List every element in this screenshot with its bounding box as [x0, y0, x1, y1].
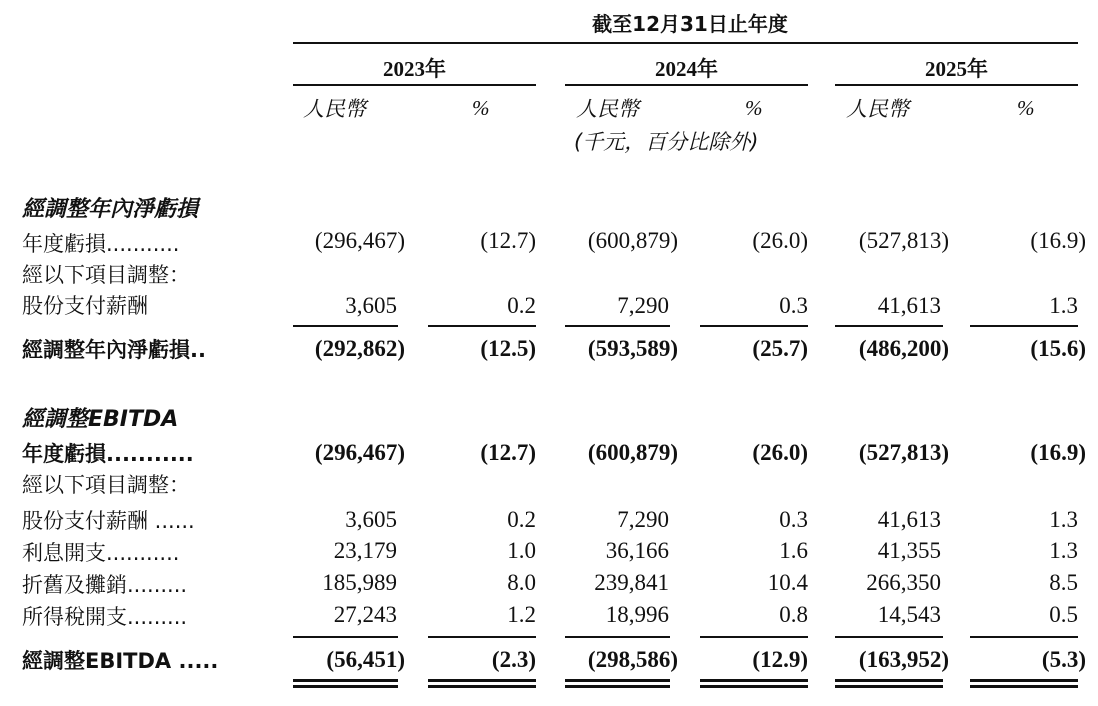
- subtotal-rule: [970, 636, 1078, 638]
- total-cell: (298,586): [587, 647, 678, 672]
- subtotal-rule: [565, 636, 670, 638]
- cell: 239,841: [594, 570, 669, 595]
- cell: (16.9): [1030, 440, 1086, 465]
- cell: 185,989: [322, 570, 397, 595]
- cell: 18,996: [605, 602, 669, 627]
- cell: 14,543: [877, 602, 941, 627]
- unit-pct-2023: %: [472, 96, 490, 120]
- cell: 8.5: [1049, 570, 1078, 595]
- cell: 0.5: [1049, 602, 1078, 627]
- cell: (527,813): [858, 440, 949, 465]
- subtotal-rule: [565, 325, 670, 327]
- total-cell: (292,862): [314, 336, 405, 361]
- row-label: 股份支付薪酬: [22, 294, 148, 318]
- total-cell: (12.9): [752, 647, 808, 672]
- header-rule: [293, 42, 1078, 44]
- subtotal-rule: [293, 325, 398, 327]
- unit-rmb-2023: 人民幣: [303, 97, 366, 121]
- total-cell: (15.6): [1030, 336, 1086, 361]
- cell: 266,350: [866, 570, 941, 595]
- row-label: 年度虧損...........: [22, 442, 194, 466]
- subtotal-rule: [970, 325, 1078, 327]
- total-label: 經調整EBITDA .....: [22, 649, 219, 673]
- total-cell: (2.3): [491, 647, 536, 672]
- year-2023: 2023年: [383, 57, 446, 81]
- cell: 8.0: [507, 570, 536, 595]
- cell: 41,613: [877, 293, 941, 318]
- double-underline: [293, 679, 398, 688]
- cell: (12.7): [480, 440, 536, 465]
- double-underline: [700, 679, 808, 688]
- cell: 7,290: [617, 293, 669, 318]
- row-label: 利息開支...........: [22, 541, 180, 565]
- year-2025: 2025年: [925, 57, 988, 81]
- unit-rmb-2025: 人民幣: [846, 97, 909, 121]
- row-label: 股份支付薪酬 ......: [22, 509, 195, 533]
- cell: (600,879): [587, 440, 678, 465]
- cell: 1.0: [507, 538, 536, 563]
- cell: 0.3: [779, 293, 808, 318]
- year-rule-2023: [293, 84, 536, 86]
- cell: (26.0): [752, 440, 808, 465]
- section-ebitda-title: 經調整EBITDA: [22, 407, 179, 432]
- total-cell: (12.5): [480, 336, 536, 361]
- row-label: 折舊及攤銷.........: [22, 573, 188, 597]
- double-underline: [565, 679, 670, 688]
- total-cell: (56,451): [326, 647, 405, 672]
- subtotal-rule: [428, 636, 536, 638]
- unit-pct-2024: %: [745, 96, 763, 120]
- cell: (26.0): [752, 228, 808, 253]
- cell: 1.3: [1049, 293, 1078, 318]
- cell: (600,879): [587, 228, 678, 253]
- year-2024: 2024年: [655, 57, 718, 81]
- cell: 36,166: [605, 538, 669, 563]
- cell: 0.2: [507, 507, 536, 532]
- row-label: 年度虧損...........: [22, 232, 180, 256]
- cell: 0.2: [507, 293, 536, 318]
- cell: (296,467): [314, 440, 405, 465]
- row-label: 經以下項目調整：: [22, 473, 190, 497]
- cell: 1.3: [1049, 538, 1078, 563]
- double-underline: [428, 679, 536, 688]
- subtotal-rule: [835, 325, 943, 327]
- cell: (16.9): [1030, 228, 1086, 253]
- total-cell: (163,952): [858, 647, 949, 672]
- cell: 0.3: [779, 507, 808, 532]
- subtotal-rule: [835, 636, 943, 638]
- cell: 3,605: [345, 507, 397, 532]
- year-rule-2025: [835, 84, 1078, 86]
- double-underline: [835, 679, 943, 688]
- section-net-loss-title: 經調整年內淨虧損: [22, 197, 199, 222]
- subtotal-rule: [700, 325, 808, 327]
- unit-note: (千元，百分比除外): [574, 130, 759, 154]
- total-cell: (593,589): [587, 336, 678, 361]
- cell: (12.7): [480, 228, 536, 253]
- subtotal-rule: [700, 636, 808, 638]
- row-label: 所得稅開支.........: [22, 605, 188, 629]
- cell: 7,290: [617, 507, 669, 532]
- double-underline: [970, 679, 1078, 688]
- cell: 10.4: [767, 570, 808, 595]
- subtotal-rule: [293, 636, 398, 638]
- cell: 1.6: [779, 538, 808, 563]
- cell: (296,467): [314, 228, 405, 253]
- cell: 41,355: [877, 538, 941, 563]
- total-cell: (486,200): [858, 336, 949, 361]
- total-cell: (5.3): [1041, 647, 1086, 672]
- cell: 3,605: [345, 293, 397, 318]
- total-cell: (25.7): [752, 336, 808, 361]
- cell: 27,243: [333, 602, 397, 627]
- cell: (527,813): [858, 228, 949, 253]
- total-label: 經調整年內淨虧損..: [22, 338, 206, 362]
- cell: 0.8: [779, 602, 808, 627]
- unit-pct-2025: %: [1017, 96, 1035, 120]
- period-header: 截至12月31日止年度: [592, 12, 788, 36]
- cell: 1.2: [507, 602, 536, 627]
- year-rule-2024: [565, 84, 808, 86]
- cell: 23,179: [333, 538, 397, 563]
- cell: 41,613: [877, 507, 941, 532]
- subtotal-rule: [428, 325, 536, 327]
- row-label: 經以下項目調整：: [22, 263, 190, 287]
- cell: 1.3: [1049, 507, 1078, 532]
- unit-rmb-2024: 人民幣: [576, 97, 639, 121]
